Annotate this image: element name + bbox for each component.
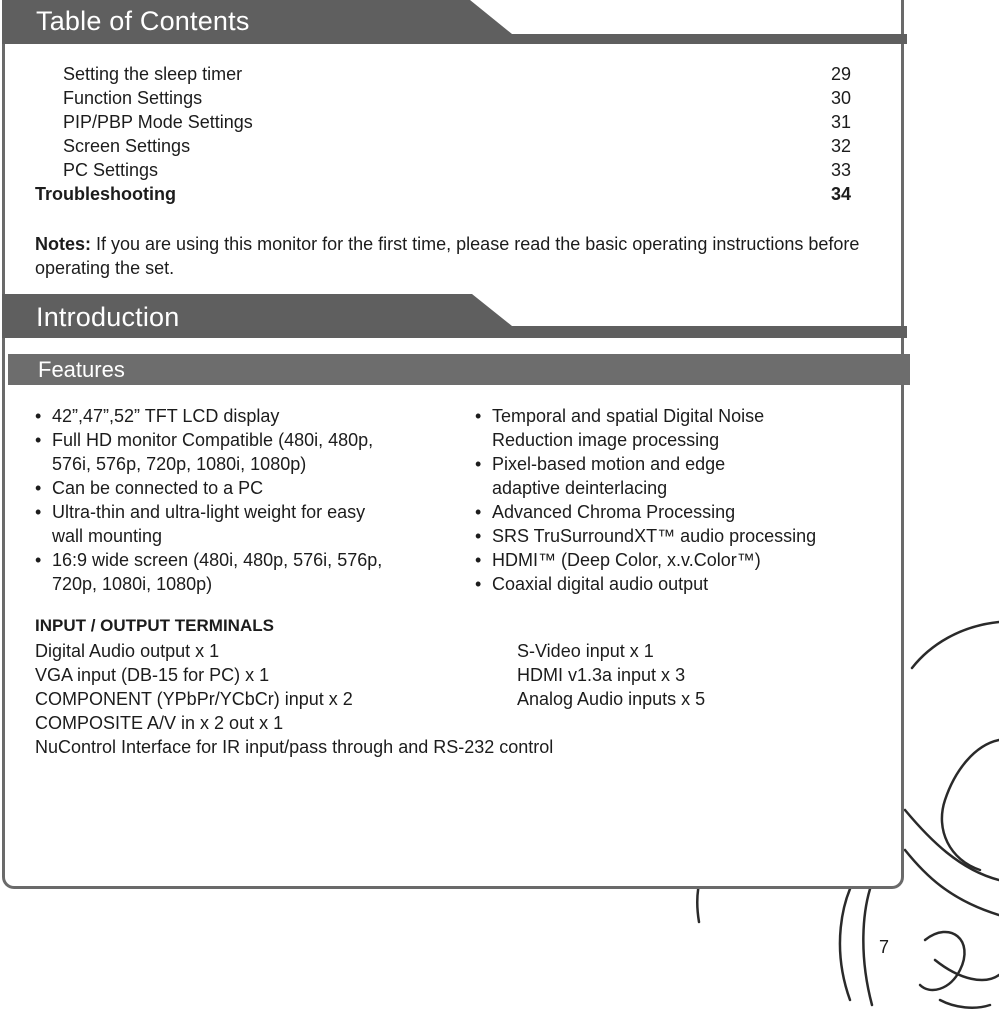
toc-entry-page: 29 xyxy=(830,64,851,84)
io-terminals-title: INPUT / OUTPUT TERMINALS xyxy=(35,616,274,635)
feature-item: • SRS TruSurroundXT™ audio processing xyxy=(475,526,817,546)
toc-entry-page: 34 xyxy=(830,184,851,204)
introduction-header-bar xyxy=(2,294,907,338)
bullet: • xyxy=(475,406,482,426)
toc-entry-troubleshooting[interactable] xyxy=(0,184,880,208)
toc-entry-label: Troubleshooting xyxy=(35,184,176,204)
feature-item: • Temporal and spatial Digital Noise Reduction image processing xyxy=(475,406,765,450)
bullet: • xyxy=(35,406,42,426)
bullet: • xyxy=(35,478,42,498)
bullet: • xyxy=(475,574,482,594)
toc-entry-label: Setting the sleep timer xyxy=(63,64,243,84)
bullet: • xyxy=(35,430,42,450)
toc-entry-page: 33 xyxy=(830,160,851,180)
features-list-left xyxy=(35,404,455,596)
io-terminals-left xyxy=(35,639,553,759)
page-number: 7 xyxy=(879,937,890,957)
toc-entry[interactable] xyxy=(0,136,880,160)
io-item: Digital Audio output x 1 xyxy=(35,641,220,661)
toc-entry-page: 32 xyxy=(830,136,851,156)
toc-entry-label: Screen Settings xyxy=(63,136,191,156)
feature-item: • Advanced Chroma Processing xyxy=(475,502,736,522)
feature-item: • 16:9 wide screen (480i, 480p, 576i, 576p, 720p, 1080i, 1080p) xyxy=(35,550,383,594)
feature-item: • Coaxial digital audio output xyxy=(475,574,709,594)
features-header-bar xyxy=(8,354,910,385)
toc-entry[interactable] xyxy=(0,112,880,136)
bullet: • xyxy=(35,550,42,570)
io-item: HDMI v1.3a input x 3 xyxy=(517,665,686,685)
toc-entry[interactable] xyxy=(0,64,880,88)
features-list-right xyxy=(475,404,895,596)
feature-item: • Can be connected to a PC xyxy=(35,478,264,498)
notes-text: If you are using this monitor for the first time, please read the basic operating instructions before operating the set. xyxy=(35,234,860,278)
introduction-title: Introduction xyxy=(36,302,180,332)
feature-item: • HDMI™ (Deep Color, x.v.Color™) xyxy=(475,550,761,570)
bullet: • xyxy=(475,550,482,570)
toc-entry[interactable] xyxy=(0,160,880,184)
toc-entry-label: PC Settings xyxy=(63,160,159,180)
io-item: COMPONENT (YPbPr/YCbCr) input x 2 xyxy=(35,689,353,709)
notes-label: Notes: xyxy=(35,234,92,254)
toc-title: Table of Contents xyxy=(36,6,250,36)
toc-header-bar xyxy=(2,0,907,44)
bullet: • xyxy=(475,502,482,522)
toc-entry[interactable] xyxy=(0,88,880,112)
feature-item: • 42”,47”,52” TFT LCD display xyxy=(35,406,280,426)
bullet: • xyxy=(475,526,482,546)
toc-entry-label: PIP/PBP Mode Settings xyxy=(63,112,253,132)
toc-entry-page: 31 xyxy=(830,112,851,132)
feature-item: • Full HD monitor Compatible (480i, 480p, 576i, 576p, 720p, 1080i, 1080p) xyxy=(35,430,374,474)
io-item: Analog Audio inputs x 5 xyxy=(517,689,706,709)
io-item: S-Video input x 1 xyxy=(517,641,654,661)
bullet: • xyxy=(475,454,482,474)
feature-item: • Pixel-based motion and edge adaptive deinterlacing xyxy=(475,454,726,498)
toc-entry-page: 30 xyxy=(830,88,851,108)
toc-entry-label: Function Settings xyxy=(63,88,203,108)
features-title: Features xyxy=(38,357,125,382)
io-item: NuControl Interface for IR input/pass through and RS-232 control xyxy=(35,737,554,757)
io-item: COMPOSITE A/V in x 2 out x 1 xyxy=(35,713,284,733)
notes-paragraph xyxy=(35,232,895,280)
io-item: VGA input (DB-15 for PC) x 1 xyxy=(35,665,270,685)
feature-item: • Ultra-thin and ultra-light weight for easy wall mounting xyxy=(35,502,366,546)
io-terminals-right xyxy=(517,639,705,711)
bullet: • xyxy=(35,502,42,522)
